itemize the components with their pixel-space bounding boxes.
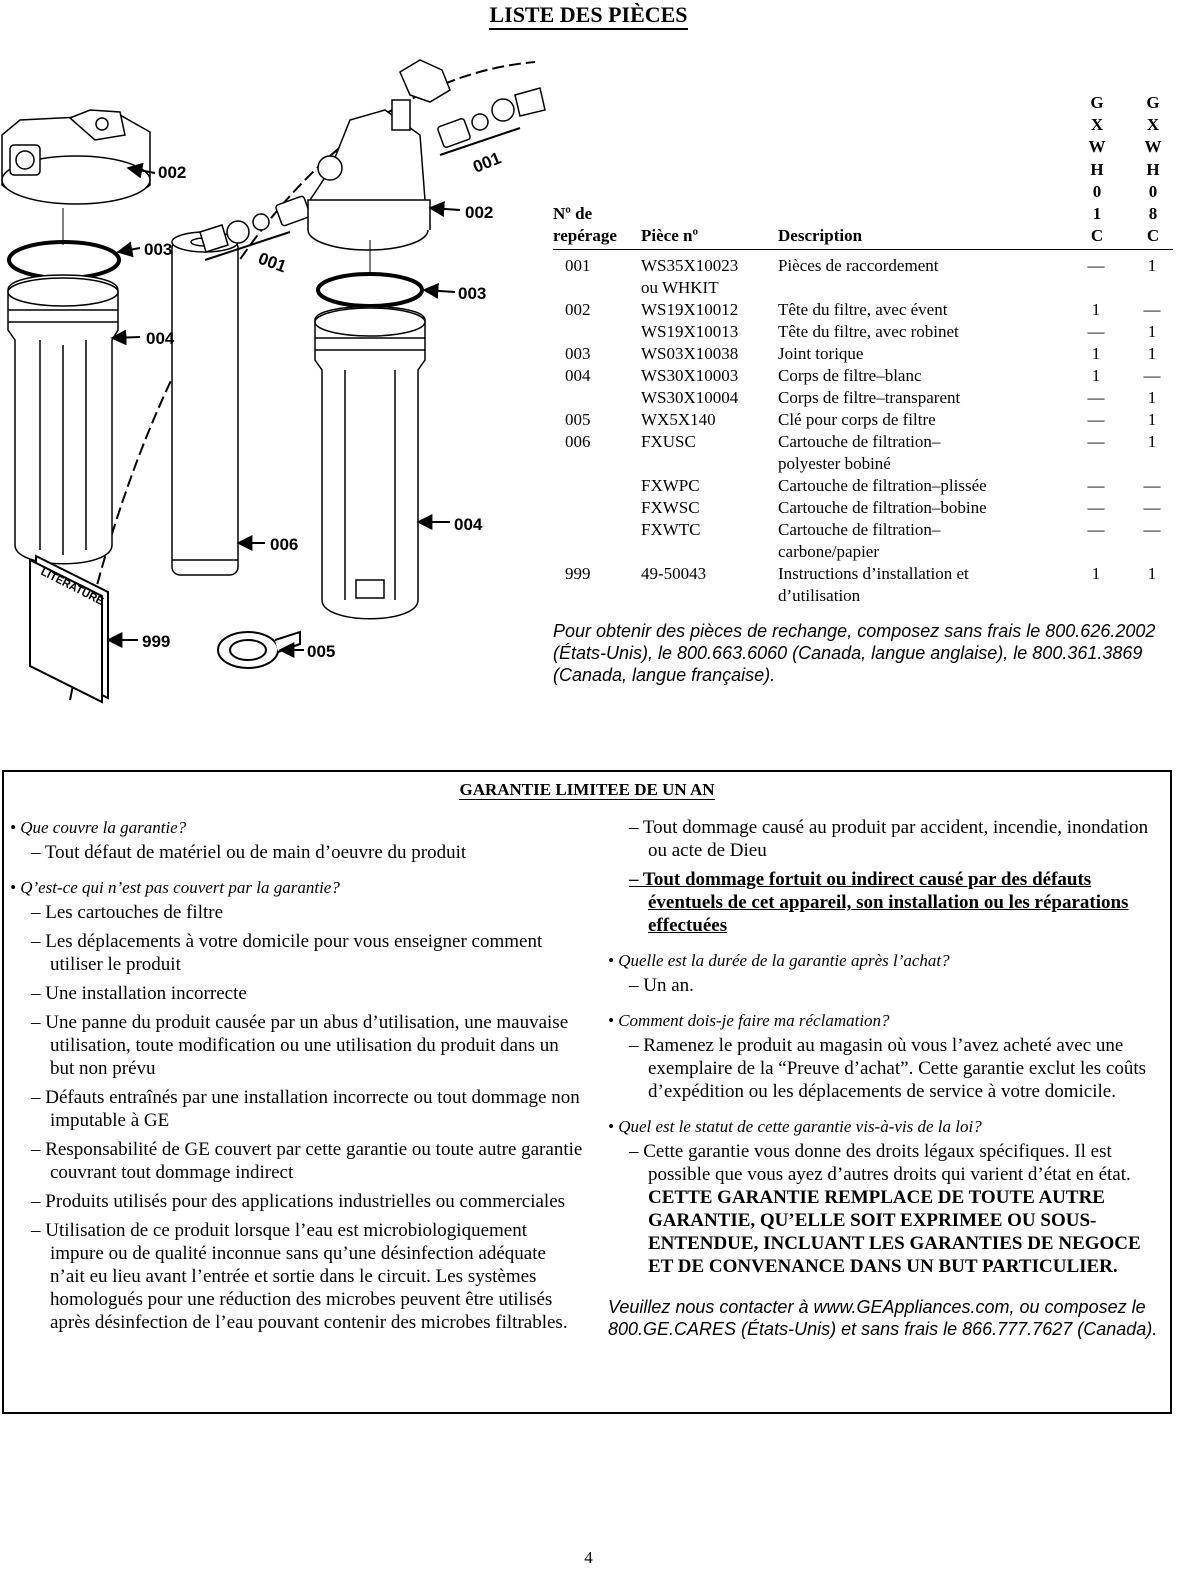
callout-label: 005 — [307, 642, 336, 661]
header-model-gxwh08c: G X W H 0 8 C — [1144, 93, 1162, 246]
warranty-question: • Quelle est la durée de la garantie après l’achat? — [608, 951, 950, 970]
table-row: 001 WS35X10023 Pièces de raccordement — 1 — [565, 256, 1157, 275]
filter-cartridge-icon — [172, 232, 238, 575]
callout-label: 004 — [454, 515, 483, 534]
o-ring-icon — [318, 274, 422, 306]
fittings-right-icon — [437, 88, 545, 148]
warranty-answer: – Tout défaut de matériel ou de main d’oeuvre du produit — [31, 842, 467, 863]
warranty-answer: – Produits utilisés pour des applications industrielles ou commerciales — [31, 1191, 566, 1212]
parts-order-note: Pour obtenir des pièces de rechange, composez sans frais le 800.626.2002 (États-Unis), le 800.663.6060 (Canada, langue anglaise), le 800.361.3869 (Canada, langue française). — [553, 621, 1156, 685]
literature-booklet-icon — [30, 556, 108, 702]
header-description: Description — [778, 226, 863, 245]
warranty-answer: – Une installation incorrecte — [31, 983, 247, 1004]
table-row: FXWSC Cartouche de filtration–bobine — — — [641, 498, 1161, 517]
warranty-answer: – Une panne du produit causée par un abus d’utilisation, une mauvaise utilisation, toute modification ou une utilisation du produit dans un but non prévu — [31, 1012, 569, 1079]
warranty-left-column — [10, 816, 585, 1340]
valve-knob-icon — [400, 60, 450, 102]
callout-label: 002 — [158, 163, 187, 182]
parts-diagram — [0, 40, 550, 710]
warranty-answer: – Les déplacements à votre domicile pour vous enseigner comment utiliser le produit — [31, 931, 543, 975]
filter-housing-white-icon — [8, 275, 118, 564]
callout-label: 001 — [470, 148, 504, 177]
o-ring-icon — [9, 242, 119, 278]
page-title: LISTE DES PIÈCES — [0, 2, 1177, 28]
table-row: 006 FXUSC Cartouche de filtration– polyester bobiné — 1 — [565, 432, 1157, 473]
warranty-answer: – Un an. — [629, 975, 694, 996]
warranty-answer: – Responsabilité de GE couvert par cette garantie ou toute autre garantie couvrant tout dommage indirect — [31, 1139, 583, 1183]
table-row: FXWPC Cartouche de filtration–plissée — — — [641, 476, 1161, 495]
callout-label: 001 — [255, 248, 289, 277]
callout-label: 003 — [144, 240, 173, 259]
parts-table-header — [553, 92, 1173, 249]
warranty-answer: – Cette garantie vous donne des droits légaux spécifiques. Il est possible que vous ayez d’autres droits qui varient d’état en état. CETTE GARANTIE REMPLACE DE TOUTE AUTRE GARANTIE, QU’ELLE SOIT EXPRIMEE OU SOUS-ENTENDUE, INCLUANT LES GARANTIES DE NEGOCE ET DE CONVENANCE DANS UN BUT PARTICULIER. — [629, 1141, 1141, 1277]
warranty-answer: – Défauts entraînés par une installation incorrecte ou tout dommage non imputable à GE — [31, 1087, 580, 1131]
warranty-right-column — [608, 816, 1168, 1340]
warranty-answer: – Les cartouches de filtre — [31, 902, 224, 923]
warranty-disclaimer: CETTE GARANTIE REMPLACE DE TOUTE AUTRE GARANTIE, QU’ELLE SOIT EXPRIMEE OU SOUS-ENTENDUE, INCLUANT LES GARANTIES DE NEGOCE ET DE CONVENANCE DANS UN BUT PARTICULIER. — [648, 1187, 1141, 1277]
table-row: 005 WX5X140 Clé pour corps de filtre — 1 — [565, 410, 1157, 429]
warranty-question: • Que couvre la garantie? — [10, 818, 187, 837]
header-part: Pièce nº — [641, 226, 699, 245]
callout-label: 003 — [458, 284, 487, 303]
table-row: WS19X10013 Tête du filtre, avec robinet — 1 — [641, 322, 1157, 341]
header-model-gxwh01c: G X W H 0 1 C — [1088, 93, 1106, 246]
table-row: 002 WS19X10012 Tête du filtre, avec évent 1 — — [565, 300, 1161, 319]
svg-text:LITERATURE: LITERATURE — [38, 565, 106, 608]
filter-head-vent-icon — [2, 110, 150, 204]
warranty-answer: – Ramenez le produit au magasin où vous l’avez acheté avec une exemplaire de la “Preuve d’achat”. Cette garantie exclut les coûts d’expédition ou les déplacements de service à votre domicile. — [629, 1035, 1146, 1102]
warranty-contact: Veuillez nous contacter à www.GEAppliances.com, ou composez le 800.GE.CARES (États-Unis) et sans frais le 866.777.7627 (Canada). — [608, 1297, 1158, 1339]
filter-housing-clear-icon — [315, 307, 425, 619]
table-row: WS30X10004 Corps de filtre–transparent — 1 — [641, 388, 1157, 407]
warranty-answer: – Utilisation de ce produit lorsque l’eau est microbiologiquement impure ou de qualité inconnue sans qu’une désinfection adéquate n’ait eu lieu avant l’entrée et sortie dans le circuit. Les systèmes homologués pour une réduction des microbes peuvent être utilisés après désinfection de l’eau pouvant contenir des microbes filtrables. — [31, 1220, 568, 1333]
warranty-question: • Q’est-ce qui n’est pas couvert par la garantie? — [10, 878, 340, 897]
warranty-title: GARANTIE LIMITEE DE UN AN — [459, 780, 715, 799]
filter-head-valve-icon — [308, 100, 430, 250]
callout-label: 999 — [142, 632, 171, 651]
header-ref: Nº de repérage — [553, 204, 617, 245]
warranty-question: • Comment dois-je faire ma réclamation? — [608, 1011, 890, 1030]
callout-label: 002 — [465, 203, 494, 222]
table-row: 999 49-50043 Instructions d’installation et d’utilisation 1 1 — [565, 564, 1157, 605]
warranty-answer-emphasis: – Tout dommage fortuit ou indirect causé par des défauts éventuels de cet appareil, son installation ou les réparations effectuées — [629, 869, 1129, 936]
warranty-box — [2, 770, 1172, 1414]
parts-table — [553, 92, 1173, 607]
table-row: ou WHKIT — [641, 278, 719, 297]
table-row: 004 WS30X10003 Corps de filtre–blanc 1 — — [565, 366, 1161, 385]
table-row: 003 WS03X10038 Joint torique 1 1 — [565, 344, 1157, 363]
callout-label: 004 — [146, 329, 175, 348]
warranty-question: • Quel est le statut de cette garantie vis-à-vis de la loi? — [608, 1117, 982, 1136]
warranty-answer: – Tout dommage causé au produit par accident, incendie, inondation ou acte de Dieu — [629, 817, 1149, 861]
callout-label: 006 — [270, 535, 299, 554]
table-row: FXWTC Cartouche de filtration– carbone/papier — — — [641, 520, 1161, 561]
page-number: 4 — [584, 1548, 593, 1567]
